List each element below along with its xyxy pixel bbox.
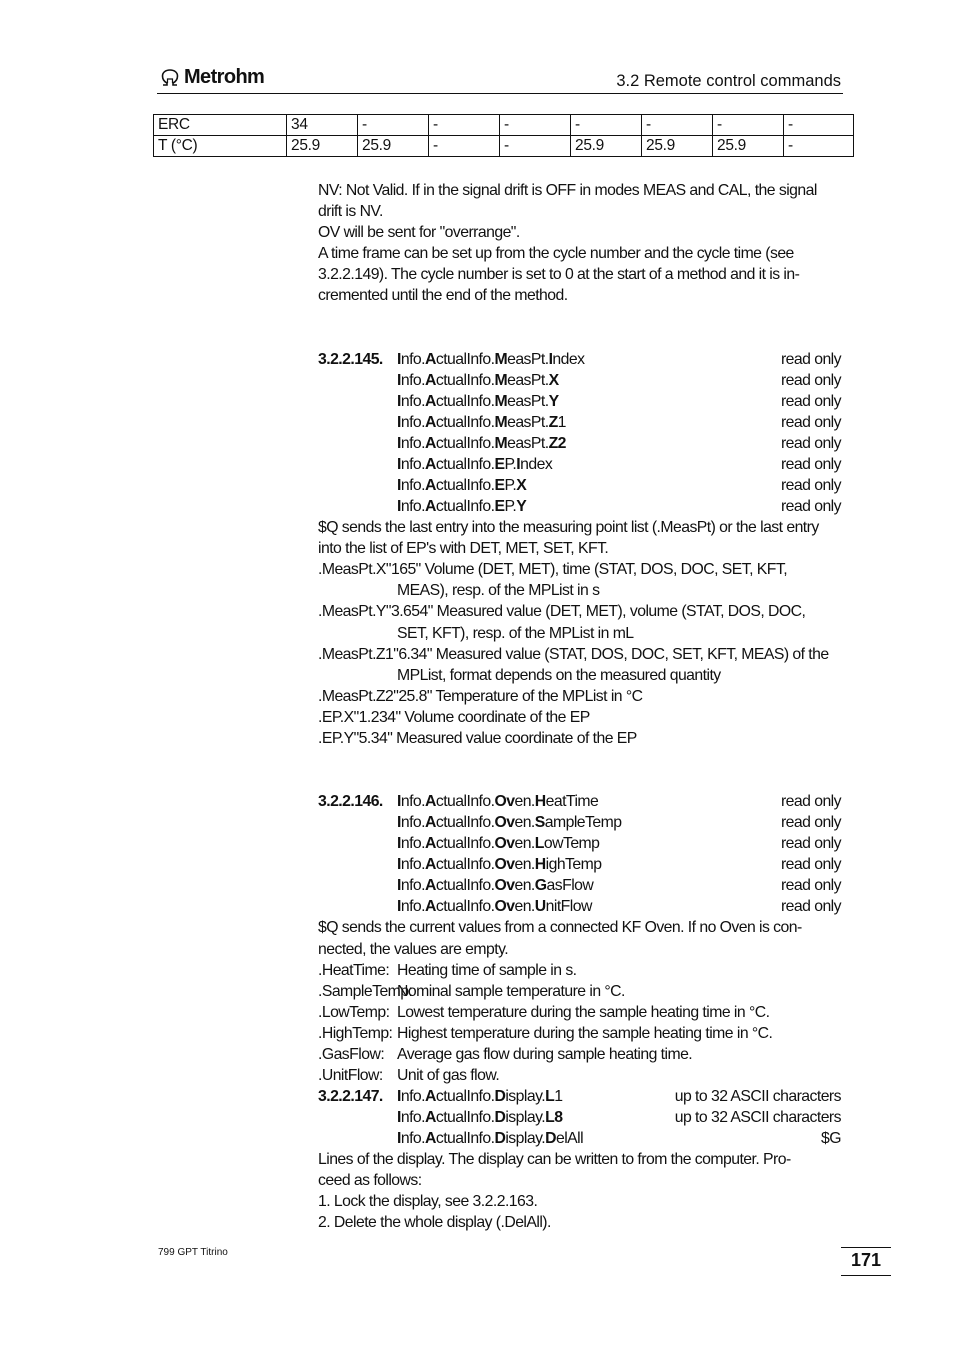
command-name: Info.ActualInfo.EP.X — [397, 477, 527, 494]
access-label: read only — [780, 793, 841, 810]
table-cell: 25.9 — [287, 136, 358, 157]
command-name: Info.ActualInfo.MeasPt.Z1 — [397, 414, 566, 431]
table-cell: - — [500, 136, 571, 157]
field-key: .HeatTime: — [318, 962, 390, 979]
command-name: Info.ActualInfo.Display.L8 — [397, 1109, 563, 1126]
access-label: read only — [780, 414, 841, 431]
command-name: Info.ActualInfo.MeasPt.Z2 — [397, 435, 566, 452]
access-label: up to 32 ASCII characters — [674, 1109, 841, 1126]
access-label: read only — [780, 898, 841, 915]
access-label: read only — [780, 835, 841, 852]
section-title: 3.2 Remote control commands — [616, 72, 841, 90]
command-name: Info.ActualInfo.Oven.UnitFlow — [397, 898, 592, 915]
intro-line: drift is NV. — [318, 203, 383, 220]
command-name: Info.ActualInfo.Oven.HighTemp — [397, 856, 602, 873]
access-label: read only — [780, 856, 841, 873]
access-label: $G — [821, 1130, 841, 1147]
table-cell: - — [784, 115, 854, 136]
access-label: read only — [780, 814, 841, 831]
command-name: Info.ActualInfo.Display.DelAll — [397, 1130, 584, 1147]
page-number-rule — [841, 1247, 891, 1248]
field-key: .UnitFlow: — [318, 1067, 383, 1084]
table-cell: - — [642, 115, 713, 136]
intro-line: 3.2.2.149). The cycle number is set to 0 at the start of a method and it is in- — [318, 266, 800, 283]
description-line: MPList, format depends on the measured quantity — [397, 667, 721, 684]
field-key: .HighTemp: — [318, 1025, 393, 1042]
field-description: Unit of gas flow. — [397, 1067, 500, 1084]
description-line: 1. Lock the display, see 3.2.2.163. — [318, 1193, 538, 1210]
access-label: read only — [780, 351, 841, 368]
access-label: up to 32 ASCII characters — [674, 1088, 841, 1105]
intro-line: NV: Not Valid. If in the signal drift is OFF in modes MEAS and CAL, the signal — [318, 182, 817, 199]
access-label: read only — [780, 477, 841, 494]
description-line: .MeasPt.Y"3.654" Measured value (DET, MET), volume (STAT, DOS, DOC, — [318, 603, 806, 620]
metrohm-omega-icon — [160, 69, 180, 87]
section-number: 3.2.2.145. — [318, 351, 383, 368]
table-row — [154, 136, 854, 157]
intro-line: cremented until the end of the method. — [318, 287, 568, 304]
access-label: read only — [780, 372, 841, 389]
command-name: Info.ActualInfo.Oven.LowTemp — [397, 835, 600, 852]
section-number: 3.2.2.147. — [318, 1088, 383, 1105]
command-name: Info.ActualInfo.MeasPt.Y — [397, 393, 559, 410]
logo-text: Metrohm — [184, 66, 265, 88]
access-label: read only — [780, 393, 841, 410]
field-description: Highest temperature during the sample heating time in °C. — [397, 1025, 773, 1042]
access-label: read only — [780, 877, 841, 894]
command-name: Info.ActualInfo.Display.L1 — [397, 1088, 563, 1105]
section-number: 3.2.2.146. — [318, 793, 383, 810]
field-description: Average gas flow during sample heating time. — [397, 1046, 693, 1063]
command-name: Info.ActualInfo.Oven.SampleTemp — [397, 814, 622, 831]
description-line: .MeasPt.X"165" Volume (DET, MET), time (STAT, DOS, DOC, SET, KFT, — [318, 561, 788, 578]
command-name: Info.ActualInfo.Oven.HeatTime — [397, 793, 599, 810]
field-key: .SampleTemp: — [318, 983, 413, 1000]
command-name: Info.ActualInfo.MeasPt.X — [397, 372, 559, 389]
field-key: .GasFlow: — [318, 1046, 385, 1063]
intro-line: OV will be sent for "overrange". — [318, 224, 520, 241]
brand-logo — [160, 66, 264, 89]
description-line: ceed as follows: — [318, 1172, 422, 1189]
table-cell: - — [500, 115, 571, 136]
table-cell: ERC — [154, 115, 287, 136]
description-line: nected, the values are empty. — [318, 941, 509, 958]
access-label: read only — [780, 498, 841, 515]
description-line: .EP.Y"5.34" Measured value coordinate of the EP — [318, 730, 637, 747]
header-rule — [157, 93, 843, 94]
field-description: Heating time of sample in s. — [397, 962, 577, 979]
page-number-rule — [841, 1275, 891, 1276]
table-cell: 25.9 — [642, 136, 713, 157]
table-cell: - — [429, 136, 500, 157]
table-cell: - — [429, 115, 500, 136]
intro-line: A time frame can be set up from the cycle number and the cycle time (see — [318, 245, 794, 262]
table-cell: 34 — [287, 115, 358, 136]
description-line: into the list of EP's with DET, MET, SET, KFT. — [318, 540, 609, 557]
description-line: MEAS), resp. of the MPList in s — [397, 582, 600, 599]
description-line: 2. Delete the whole display (.DelAll). — [318, 1214, 551, 1231]
product-name: 799 GPT Titrino — [158, 1247, 228, 1258]
table-cell: T (°C) — [154, 136, 287, 157]
command-name: Info.ActualInfo.MeasPt.Index — [397, 351, 585, 368]
description-line: .MeasPt.Z2"25.8" Temperature of the MPList in °C — [318, 688, 643, 705]
description-line: $Q sends the last entry into the measuring point list (.MeasPt) or the last entry — [318, 519, 819, 536]
command-name: Info.ActualInfo.EP.Y — [397, 498, 527, 515]
description-line: .MeasPt.Z1"6.34" Measured value (STAT, DOS, DOC, SET, KFT, MEAS) of the — [318, 646, 829, 663]
table-cell: - — [571, 115, 642, 136]
description-line: .EP.X"1.234" Volume coordinate of the EP — [318, 709, 590, 726]
description-line: SET, KFT), resp. of the MPList in mL — [397, 625, 634, 642]
description-line: $Q sends the current values from a connected KF Oven. If no Oven is con- — [318, 919, 802, 936]
command-name: Info.ActualInfo.EP.Index — [397, 456, 553, 473]
field-description: Nominal sample temperature in °C. — [397, 983, 625, 1000]
field-key: .LowTemp: — [318, 1004, 390, 1021]
access-label: read only — [780, 435, 841, 452]
description-line: Lines of the display. The display can be written to from the computer. Pro- — [318, 1151, 791, 1168]
table-cell: 25.9 — [571, 136, 642, 157]
table-cell: - — [713, 115, 784, 136]
table-cell: - — [784, 136, 854, 157]
signal-table — [153, 114, 854, 157]
table-row — [154, 115, 854, 136]
table-cell: 25.9 — [713, 136, 784, 157]
command-name: Info.ActualInfo.Oven.GasFlow — [397, 877, 594, 894]
field-description: Lowest temperature during the sample heating time in °C. — [397, 1004, 770, 1021]
table-cell: 25.9 — [358, 136, 429, 157]
page-number: 171 — [850, 1250, 882, 1270]
access-label: read only — [780, 456, 841, 473]
table-cell: - — [358, 115, 429, 136]
